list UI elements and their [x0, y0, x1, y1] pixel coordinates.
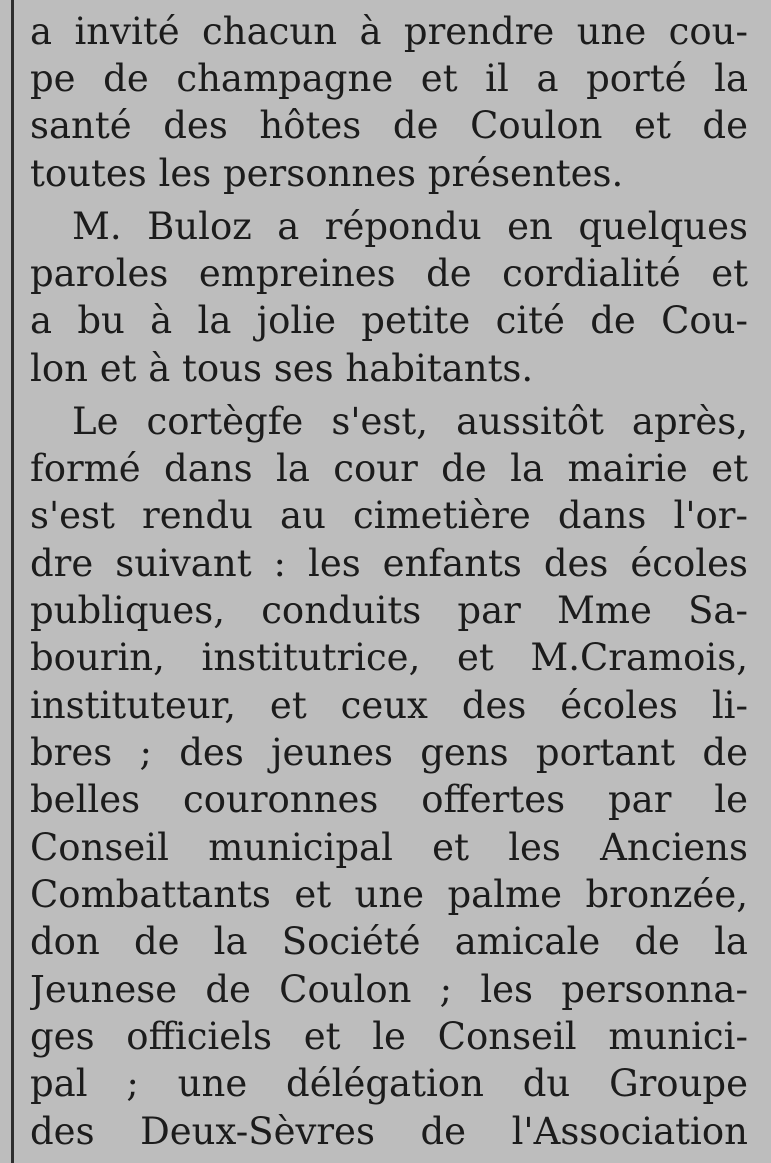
text-line: a invité chacun à prendre une cou-: [30, 10, 748, 53]
text-line: publiques, conduits par Mme Sa-: [30, 589, 748, 632]
text-line: don de la Société amicale de la: [30, 920, 748, 963]
text-line: dre suivant : les enfants des écoles: [30, 542, 748, 585]
column-rule: [11, 0, 14, 1163]
text-line: s'est rendu au cimetière dans l'or-: [30, 494, 748, 537]
text-line: Jeunese de Coulon ; les personna-: [30, 968, 748, 1011]
text-line: santé des hôtes de Coulon et de: [30, 104, 748, 147]
text-line: instituteur, et ceux des écoles li-: [30, 684, 748, 727]
text-line: pe de champagne et il a porté la: [30, 57, 748, 100]
text-line: pal ; une délégation du Groupe: [30, 1062, 748, 1105]
text-line: a bu à la jolie petite cité de Cou-: [30, 299, 748, 342]
text-line: des Deux-Sèvres de l'Association: [30, 1110, 748, 1153]
text-line: toutes les personnes présentes.: [30, 152, 624, 195]
text-line: lon et à tous ses habitants.: [30, 347, 534, 390]
paragraph-start-line: M. Buloz a répondu en quelques: [72, 205, 748, 248]
text-line: Combattants et une palme bronzée,: [30, 873, 748, 916]
text-line: Conseil municipal et les Anciens: [30, 826, 748, 869]
text-line: formé dans la cour de la mairie et: [30, 447, 748, 490]
text-line: bres ; des jeunes gens portant de: [30, 731, 748, 774]
text-line: ges officiels et le Conseil munici-: [30, 1015, 748, 1058]
text-line: belles couronnes offertes par le: [30, 778, 748, 821]
text-line: bourin, institutrice, et M.Cramois,: [30, 636, 748, 679]
text-line: paroles empreines de cordialité et: [30, 252, 748, 295]
paragraph-start-line: Le cortègfe s'est, aussitôt après,: [72, 400, 748, 443]
article-column: [30, 0, 748, 1163]
